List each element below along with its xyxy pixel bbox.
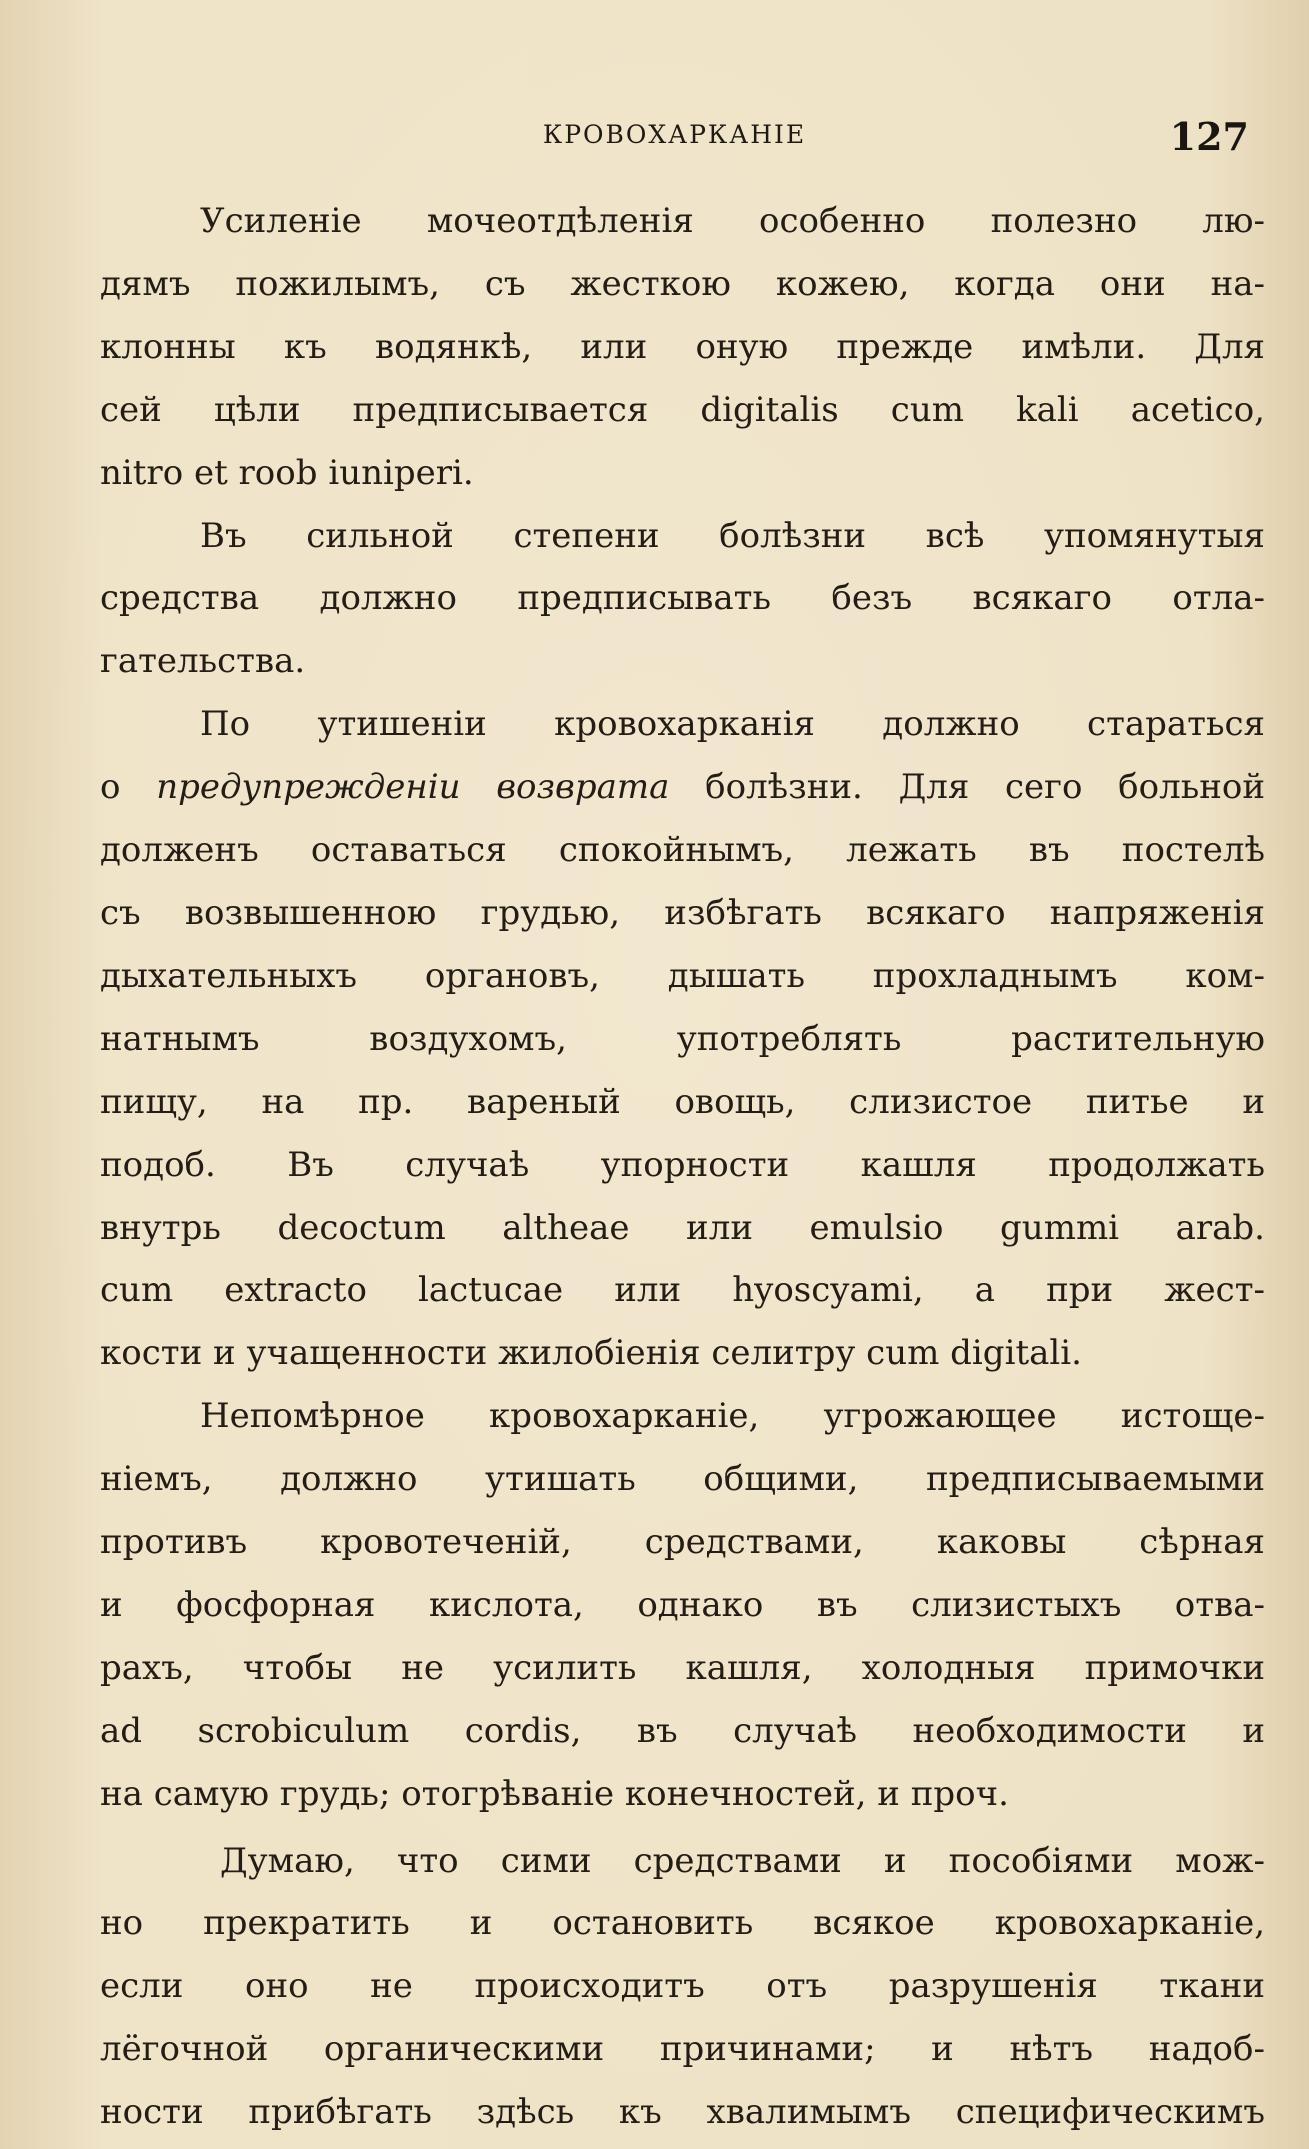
text-line: nitro et roob iuniperi. (100, 452, 474, 493)
text-line: пищу, на пр. вареный овощь, слизистое питье и (100, 1081, 1265, 1122)
text-line: внутрь decoctum altheae или emulsio gummi arab. (100, 1207, 1265, 1248)
paragraph-1 (100, 190, 1265, 505)
text-line: ніемъ, должно утишать общими, предписываемыми (100, 1459, 1265, 1500)
text-line: рахъ, чтобы не усилить кашля, холодныя примочки (100, 1647, 1265, 1688)
text-line: если оно не происходитъ отъ разрушенія ткани (100, 1966, 1265, 2007)
text-line: натнымъ воздухомъ, употреблять растительную (100, 1018, 1265, 1059)
text-segment: болѣзни. Для сего больной (669, 767, 1266, 808)
paragraph-2 (100, 505, 1265, 694)
body-text (100, 190, 1265, 2144)
text-line: но прекратить и остановить всякое кровохарканіе, (100, 1903, 1265, 1944)
running-head (100, 114, 1249, 158)
paragraph-3 (100, 693, 1265, 1385)
text-line: кости и учащенности жилобіенія селитру cum digitali. (100, 1333, 1082, 1374)
text-line: на самую грудь; отогрѣваніе конечностей, и проч. (100, 1773, 1009, 1814)
text-line-with-emphasis (100, 756, 1265, 819)
running-head-title: КРОВОХАРКАНІЕ (542, 120, 807, 149)
text-line: дыхательныхъ органовъ, дышать прохладнымъ ком- (100, 955, 1265, 996)
text-line: cum extracto lactucae или hyoscyami, а при жест- (100, 1270, 1265, 1311)
text-line: съ возвышенною грудью, избѣгать всякаго напряженія (100, 892, 1265, 933)
text-line: ad scrobiculum cordis, въ случаѣ необходимости и (100, 1710, 1265, 1751)
text-segment: о (100, 767, 157, 808)
text-line: дямъ пожилымъ, съ жесткою кожею, когда они на- (100, 263, 1265, 304)
text-line: средства должно предписывать безъ всякаго отла- (100, 578, 1265, 619)
text-line: ности прибѣгать здѣсь къ хвалимымъ специфическимъ (100, 2092, 1265, 2133)
text-line: По утишеніи кровохарканія должно стараться (200, 704, 1265, 745)
text-line: Въ сильной степени болѣзни всѣ упомянутыя (200, 515, 1265, 556)
text-line: Думаю, что сими средствами и пособіями мож- (220, 1840, 1265, 1881)
paragraph-4 (100, 1385, 1265, 1825)
paragraph-5 (100, 1830, 1265, 2145)
text-line: Непомѣрное кровохарканіе, угрожающее истоще- (200, 1396, 1265, 1437)
text-line: Усиленіе мочеотдѣленія особенно полезно лю- (200, 201, 1265, 241)
text-line: долженъ оставаться спокойнымъ, лежать въ постелѣ (100, 830, 1265, 871)
text-line: лёгочной органическими причинами; и нѣтъ надоб- (100, 2029, 1265, 2070)
text-line: противъ кровотеченій, средствами, каковы сѣрная (100, 1522, 1265, 1563)
text-line: подоб. Въ случаѣ упорности кашля продолжать (100, 1144, 1265, 1185)
text-line: и фосфорная кислота, однако въ слизистыхъ отва- (100, 1584, 1265, 1625)
italic-emphasis: предупрежденіи возврата (156, 767, 670, 808)
text-line: клонны къ водянкѣ, или оную прежде имѣли. Для (100, 326, 1265, 367)
page-number: 127 (1169, 114, 1249, 159)
text-line: сей цѣли предписывается digitalis cum kali acetico, (100, 389, 1265, 430)
text-line: гательства. (100, 641, 306, 682)
